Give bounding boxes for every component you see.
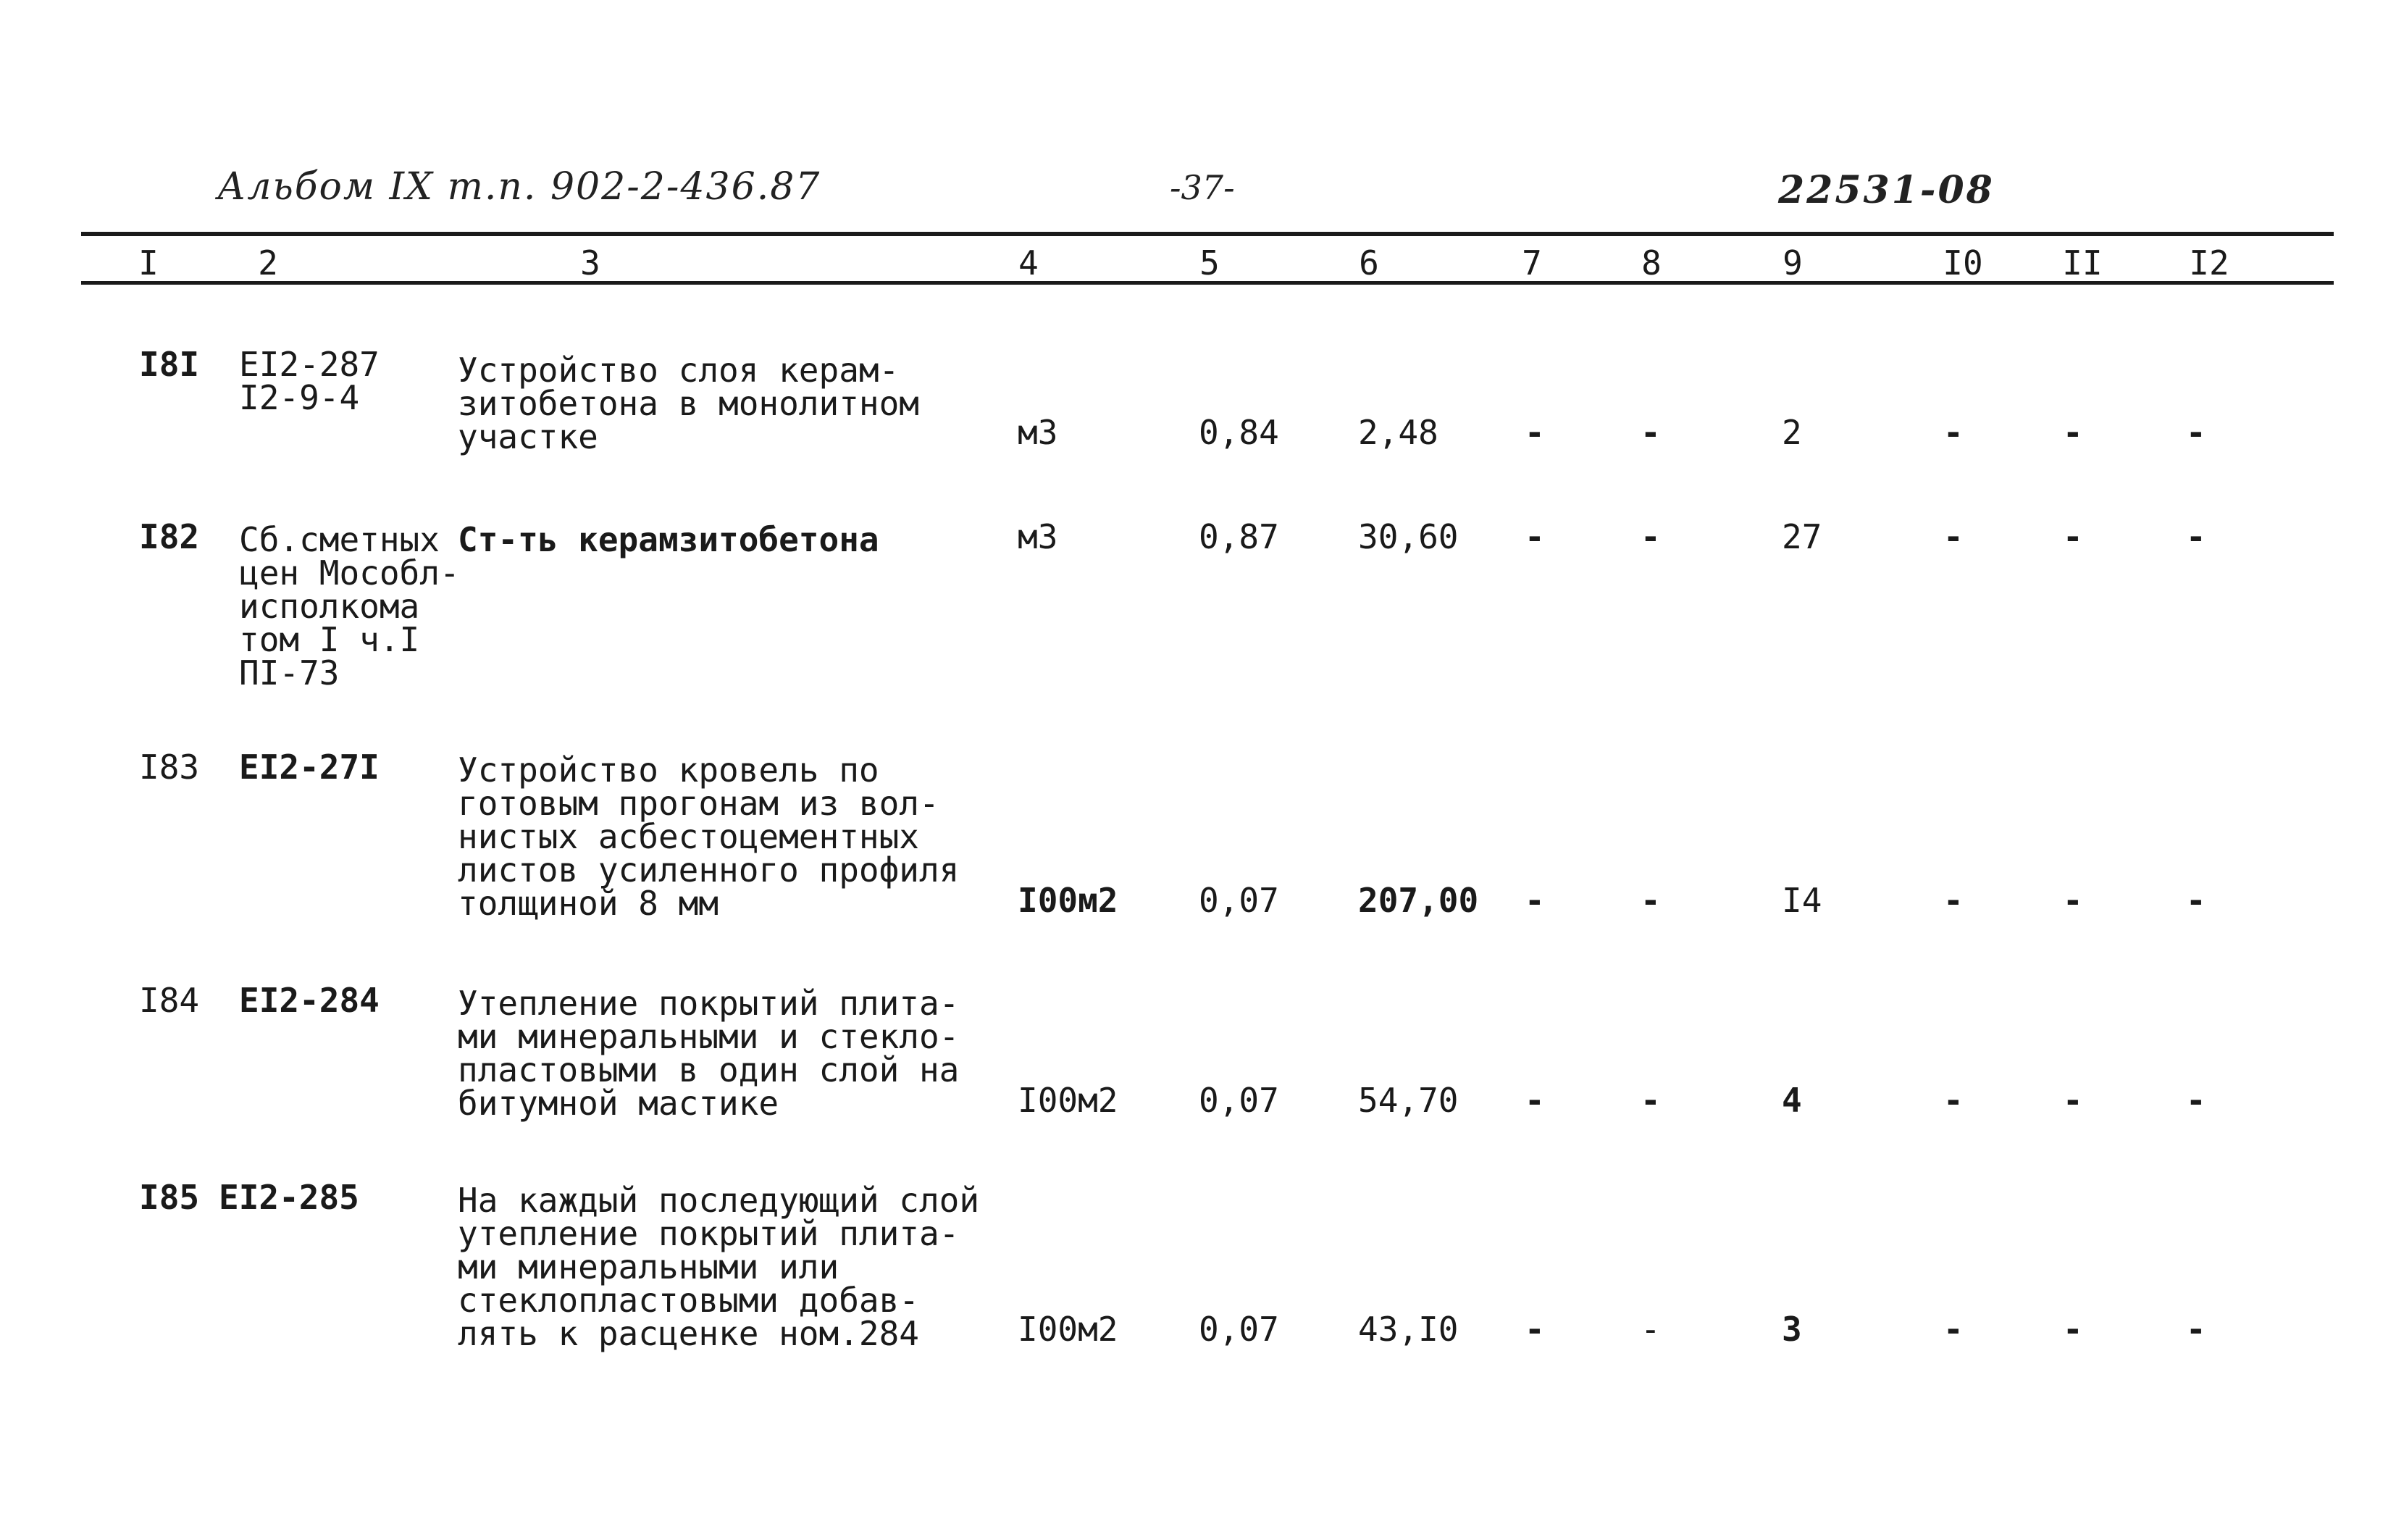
column-number: I (138, 243, 159, 283)
row-number: I85 (139, 1178, 200, 1217)
row-col11: - (2063, 1081, 2083, 1120)
row-code: EI2-27I (239, 748, 380, 787)
row-number: I84 (139, 981, 200, 1020)
row-col10: - (1943, 517, 1964, 556)
row-number: I8I (139, 345, 200, 384)
row-col8: - (1641, 1081, 1661, 1120)
row-unit: I00м2 (1018, 1081, 1118, 1120)
row-description: Устройство слоя керам- зитобетона в монолитном участке (458, 351, 919, 456)
row-col9: I4 (1782, 881, 1822, 920)
row-col10: - (1943, 1310, 1964, 1349)
column-number: II (2062, 243, 2103, 283)
row-col8: - (1641, 881, 1661, 920)
album-reference: Альбом IX т.п. 902-2-436.87 (217, 165, 821, 209)
row-col6: 2,48 (1358, 413, 1438, 452)
document-number: 22531-08 (1778, 168, 1995, 212)
table-top-rule (81, 232, 2334, 236)
column-number: 3 (580, 243, 600, 283)
row-number: I83 (139, 748, 200, 787)
row-col9: 3 (1782, 1310, 1802, 1349)
row-description: Ст-ть керамзитобетона (458, 520, 879, 559)
row-col5: 0,87 (1199, 517, 1279, 556)
row-unit: I00м2 (1018, 881, 1118, 920)
row-col10: - (1943, 413, 1964, 452)
column-number: 6 (1359, 243, 1379, 283)
row-unit: I00м2 (1018, 1310, 1118, 1349)
row-code: EI2-285 (219, 1178, 359, 1217)
row-col12: - (2186, 1310, 2206, 1349)
row-col10: - (1943, 881, 1964, 920)
row-col12: - (2186, 1081, 2206, 1120)
row-col5: 0,07 (1199, 881, 1279, 920)
row-col6: 207,00 (1358, 881, 1479, 920)
row-col12: - (2186, 881, 2206, 920)
row-col6: 30,60 (1358, 517, 1459, 556)
row-col11: - (2063, 1310, 2083, 1349)
row-code: Сб.сметных цен Мособл- исполкома том I ч.I ПI-73 (239, 520, 460, 692)
column-number: I2 (2189, 243, 2229, 283)
row-col10: - (1943, 1081, 1964, 1120)
column-number: 8 (1641, 243, 1662, 283)
row-col11: - (2063, 517, 2083, 556)
row-col9: 2 (1782, 413, 1802, 452)
row-code: EI2-287 I2-9-4 (239, 345, 380, 417)
column-number: 2 (258, 243, 278, 283)
row-col8: - (1641, 1310, 1661, 1349)
column-number: 4 (1018, 243, 1039, 283)
row-col7: - (1525, 517, 1545, 556)
column-number: I0 (1943, 243, 1983, 283)
column-number: 9 (1783, 243, 1803, 283)
row-col7: - (1525, 1081, 1545, 1120)
row-col7: - (1525, 1310, 1545, 1349)
row-col6: 54,70 (1358, 1081, 1459, 1120)
row-unit: м3 (1018, 517, 1058, 556)
row-number: I82 (139, 517, 200, 556)
row-unit: м3 (1018, 413, 1058, 452)
row-col7: - (1525, 881, 1545, 920)
column-number: 7 (1522, 243, 1542, 283)
row-description: Утепление покрытий плита- ми минеральными и стекло- пластовыми в один слой на битумной мастике (458, 984, 960, 1123)
column-number: 5 (1199, 243, 1220, 283)
row-col5: 0,07 (1199, 1310, 1279, 1349)
row-col5: 0,84 (1199, 413, 1279, 452)
row-col8: - (1641, 517, 1661, 556)
row-description: Устройство кровель по готовым прогонам из вол- нистых асбестоцементных листов усиленного профиля толщиной 8 мм (458, 750, 960, 923)
row-code: EI2-284 (239, 981, 380, 1020)
row-description: На каждый последующий слой утепление покрытий плита- ми минеральными или стеклопластовыми добав- лять к расценке ном.284 (458, 1181, 980, 1353)
row-col11: - (2063, 881, 2083, 920)
row-col8: - (1641, 413, 1661, 452)
row-col7: - (1525, 413, 1545, 452)
row-col6: 43,I0 (1358, 1310, 1459, 1349)
row-col9: 27 (1782, 517, 1822, 556)
row-col5: 0,07 (1199, 1081, 1279, 1120)
row-col12: - (2186, 517, 2206, 556)
row-col9: 4 (1782, 1081, 1802, 1120)
row-col11: - (2063, 413, 2083, 452)
row-col12: - (2186, 413, 2206, 452)
page-number: -37- (1170, 168, 1235, 207)
